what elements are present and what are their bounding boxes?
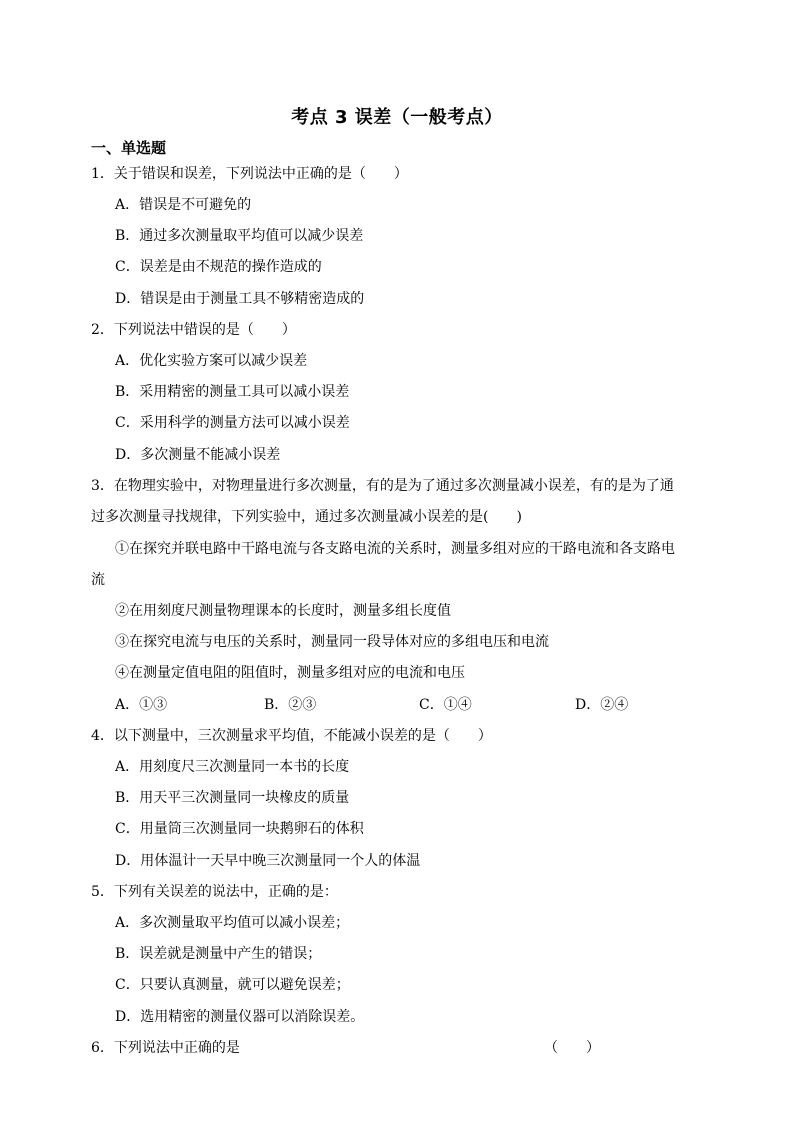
question-3-option-a: A．①③ bbox=[115, 697, 168, 713]
question-3-option-d: D．②④ bbox=[575, 697, 629, 713]
question-3-item-1: ①在探究并联电路中干路电流与各支路电流的关系时，测量多组对应的干路电流和各支路电 bbox=[115, 541, 675, 557]
question-3-item-4: ④在测量定值电阻的阻值时，测量多组对应的电流和电压 bbox=[115, 665, 465, 681]
page-title: 考点 3 误差（一般考点） bbox=[291, 107, 503, 128]
question-3-stem-line-1: 3．在物理实验中，对物理量进行多次测量，有的是为了通过多次测量减小误差，有的是为了通 bbox=[91, 478, 674, 494]
question-6-stem: 6．下列说法中正确的是 bbox=[91, 1040, 240, 1056]
question-1-option-d: D．错误是由于测量工具不够精密造成的 bbox=[115, 291, 365, 307]
question-5-option-b: B．误差就是测量中产生的错误； bbox=[115, 946, 322, 962]
question-2-option-a: A．优化实验方案可以减少误差 bbox=[115, 353, 308, 369]
question-1-option-a: A．错误是不可避免的 bbox=[115, 197, 252, 213]
question-4-stem: 4．以下测量中，三次测量求平均值，不能减小误差的是（ ） bbox=[91, 728, 492, 744]
question-3-option-b: B．②③ bbox=[264, 697, 317, 713]
question-6-answer-paren: （ ） bbox=[544, 1040, 600, 1056]
question-2-option-c: C．采用科学的测量方法可以减小误差 bbox=[115, 415, 350, 431]
question-2-option-b: B．采用精密的测量工具可以减小误差 bbox=[115, 384, 350, 400]
question-2-stem: 2．下列说法中错误的是（ ） bbox=[91, 322, 296, 338]
question-4-option-c: C．用量筒三次测量同一块鹅卵石的体积 bbox=[115, 821, 364, 837]
question-2-option-d: D．多次测量不能减小误差 bbox=[115, 447, 281, 463]
question-3-item-3: ③在探究电流与电压的关系时，测量同一段导体对应的多组电压和电流 bbox=[115, 634, 549, 650]
question-3-item-2: ②在用刻度尺测量物理课本的长度时，测量多组长度值 bbox=[115, 603, 451, 619]
question-4-option-d: D．用体温计一天早中晚三次测量同一个人的体温 bbox=[115, 853, 421, 869]
question-5-option-a: A．多次测量取平均值可以减小误差； bbox=[115, 915, 350, 931]
question-3-option-c: C．①④ bbox=[419, 697, 472, 713]
question-1-option-c: C．误差是由不规范的操作造成的 bbox=[115, 259, 322, 275]
question-4-option-b: B．用天平三次测量同一块橡皮的质量 bbox=[115, 790, 350, 806]
question-1-stem: 1．关于错误和误差，下列说法中正确的是（ ） bbox=[91, 166, 408, 182]
question-3-stem-line-2: 过多次测量寻找规律，下列实验中，通过多次测量减小误差的是( ) bbox=[91, 509, 522, 525]
question-4-option-a: A．用刻度尺三次测量同一本书的长度 bbox=[115, 759, 350, 775]
question-5-option-d: D．选用精密的测量仪器可以消除误差。 bbox=[115, 1009, 365, 1025]
section-heading: 一、单选题 bbox=[91, 139, 167, 157]
question-3-item-1-continued: 流 bbox=[91, 572, 105, 588]
question-1-option-b: B．通过多次测量取平均值可以减少误差 bbox=[115, 228, 364, 244]
question-5-option-c: C．只要认真测量，就可以避免误差； bbox=[115, 977, 350, 993]
question-5-stem: 5．下列有关误差的说法中，正确的是： bbox=[91, 884, 338, 900]
